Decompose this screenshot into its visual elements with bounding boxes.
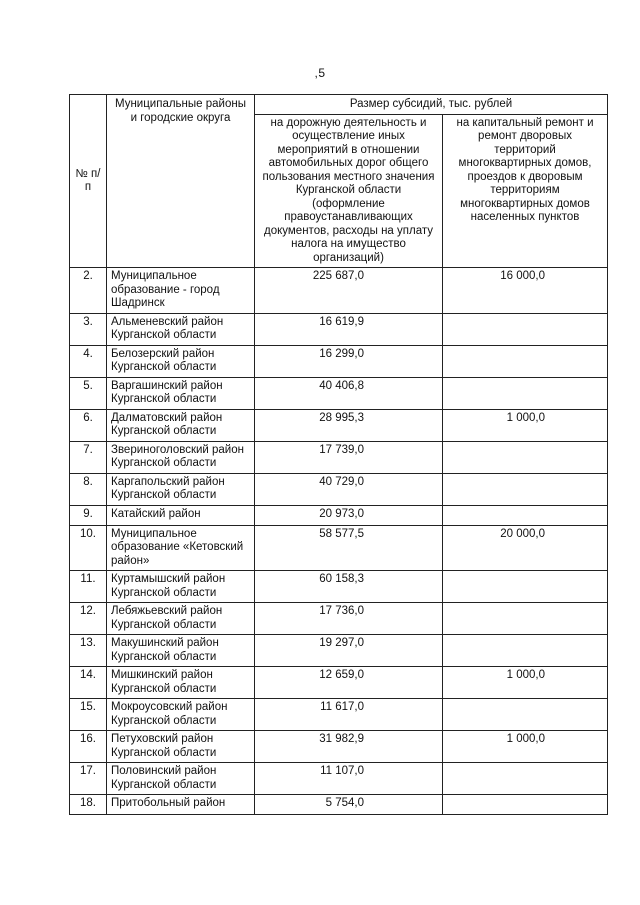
- row-municipality: Макушинский район Курганской области: [107, 635, 255, 667]
- row-roads-subsidy: 31 982,9: [255, 731, 443, 763]
- row-number: 14.: [70, 667, 107, 699]
- row-repair-subsidy: [443, 571, 608, 603]
- row-roads-subsidy: 17 736,0: [255, 603, 443, 635]
- row-roads-subsidy: 225 687,0: [255, 268, 443, 314]
- table-row: [70, 409, 608, 441]
- column-header-roads: на дорожную деятельность и осуществление иных мероприятий в отношении автомобильных дорог общего пользования местного значения Курганской области (оформление правоустанавливающих документов, расходы на уплату налога на имущество организаций): [255, 114, 443, 268]
- column-header-number: № п/п: [70, 95, 107, 268]
- row-roads-subsidy: 19 297,0: [255, 635, 443, 667]
- row-municipality: Куртамышский район Курганской области: [107, 571, 255, 603]
- row-repair-subsidy: 16 000,0: [443, 268, 608, 314]
- row-municipality: Петуховский район Курганской области: [107, 731, 255, 763]
- row-municipality: Каргапольский район Курганской области: [107, 473, 255, 505]
- row-repair-subsidy: [443, 763, 608, 795]
- table-row: [70, 731, 608, 763]
- row-number: 10.: [70, 525, 107, 571]
- header-row-top: [70, 95, 608, 115]
- table-row: [70, 763, 608, 795]
- table-row: [70, 345, 608, 377]
- row-municipality: Звериноголовский район Курганской области: [107, 441, 255, 473]
- table-row: [70, 603, 608, 635]
- row-repair-subsidy: [443, 313, 608, 345]
- row-number: 12.: [70, 603, 107, 635]
- row-roads-subsidy: 58 577,5: [255, 525, 443, 571]
- table-row: [70, 635, 608, 667]
- row-roads-subsidy: 5 754,0: [255, 795, 443, 815]
- row-number: 8.: [70, 473, 107, 505]
- table-row: [70, 505, 608, 525]
- row-municipality: Мокроусовский район Курганской области: [107, 699, 255, 731]
- row-repair-subsidy: [443, 795, 608, 815]
- row-repair-subsidy: [443, 345, 608, 377]
- row-roads-subsidy: 11 107,0: [255, 763, 443, 795]
- row-repair-subsidy: 1 000,0: [443, 667, 608, 699]
- row-municipality: Притобольный район: [107, 795, 255, 815]
- table-row: [70, 571, 608, 603]
- row-number: 2.: [70, 268, 107, 314]
- row-repair-subsidy: [443, 473, 608, 505]
- row-number: 18.: [70, 795, 107, 815]
- row-roads-subsidy: 11 617,0: [255, 699, 443, 731]
- column-header-subsidy-group: Размер субсидий, тыс. рублей: [255, 95, 608, 115]
- row-repair-subsidy: 20 000,0: [443, 525, 608, 571]
- row-municipality: Далматовский район Курганской области: [107, 409, 255, 441]
- row-repair-subsidy: 1 000,0: [443, 409, 608, 441]
- row-number: 16.: [70, 731, 107, 763]
- row-repair-subsidy: [443, 603, 608, 635]
- table-row: [70, 795, 608, 815]
- row-municipality: Варгашинский район Курганской области: [107, 377, 255, 409]
- row-municipality: Половинский район Курганской области: [107, 763, 255, 795]
- row-roads-subsidy: 40 729,0: [255, 473, 443, 505]
- table-row: [70, 525, 608, 571]
- row-municipality: Белозерский район Курганской области: [107, 345, 255, 377]
- row-municipality: Мишкинский район Курганской области: [107, 667, 255, 699]
- page-number: ,5: [314, 66, 326, 80]
- row-number: 13.: [70, 635, 107, 667]
- table-row: [70, 699, 608, 731]
- row-repair-subsidy: [443, 699, 608, 731]
- row-repair-subsidy: [443, 635, 608, 667]
- row-number: 9.: [70, 505, 107, 525]
- row-number: 4.: [70, 345, 107, 377]
- row-number: 5.: [70, 377, 107, 409]
- row-number: 11.: [70, 571, 107, 603]
- row-number: 7.: [70, 441, 107, 473]
- row-roads-subsidy: 16 619,9: [255, 313, 443, 345]
- row-municipality: Альменевский район Курганской области: [107, 313, 255, 345]
- row-roads-subsidy: 17 739,0: [255, 441, 443, 473]
- row-roads-subsidy: 28 995,3: [255, 409, 443, 441]
- subsidy-table: [69, 94, 608, 815]
- row-number: 17.: [70, 763, 107, 795]
- table-body: [70, 268, 608, 815]
- row-roads-subsidy: 40 406,8: [255, 377, 443, 409]
- table-row: [70, 313, 608, 345]
- row-repair-subsidy: 1 000,0: [443, 731, 608, 763]
- table-row: [70, 377, 608, 409]
- row-number: 6.: [70, 409, 107, 441]
- row-repair-subsidy: [443, 377, 608, 409]
- column-header-repair: на капитальный ремонт и ремонт дворовых территорий многоквартирных домов, проездов к дворовым территориям многоквартирных домов населенных пунктов: [443, 114, 608, 268]
- row-municipality: Лебяжьевский район Курганской области: [107, 603, 255, 635]
- column-header-municipality: Муниципальные районы и городские округа: [107, 95, 255, 268]
- row-municipality: Муниципальное образование «Кетовский район»: [107, 525, 255, 571]
- row-roads-subsidy: 20 973,0: [255, 505, 443, 525]
- table-row: [70, 667, 608, 699]
- row-municipality: Муниципальное образование - город Шадринск: [107, 268, 255, 314]
- table-row: [70, 473, 608, 505]
- row-roads-subsidy: 16 299,0: [255, 345, 443, 377]
- row-number: 15.: [70, 699, 107, 731]
- table-row: [70, 268, 608, 314]
- row-roads-subsidy: 60 158,3: [255, 571, 443, 603]
- row-number: 3.: [70, 313, 107, 345]
- table-row: [70, 441, 608, 473]
- row-repair-subsidy: [443, 441, 608, 473]
- row-repair-subsidy: [443, 505, 608, 525]
- row-municipality: Катайский район: [107, 505, 255, 525]
- row-roads-subsidy: 12 659,0: [255, 667, 443, 699]
